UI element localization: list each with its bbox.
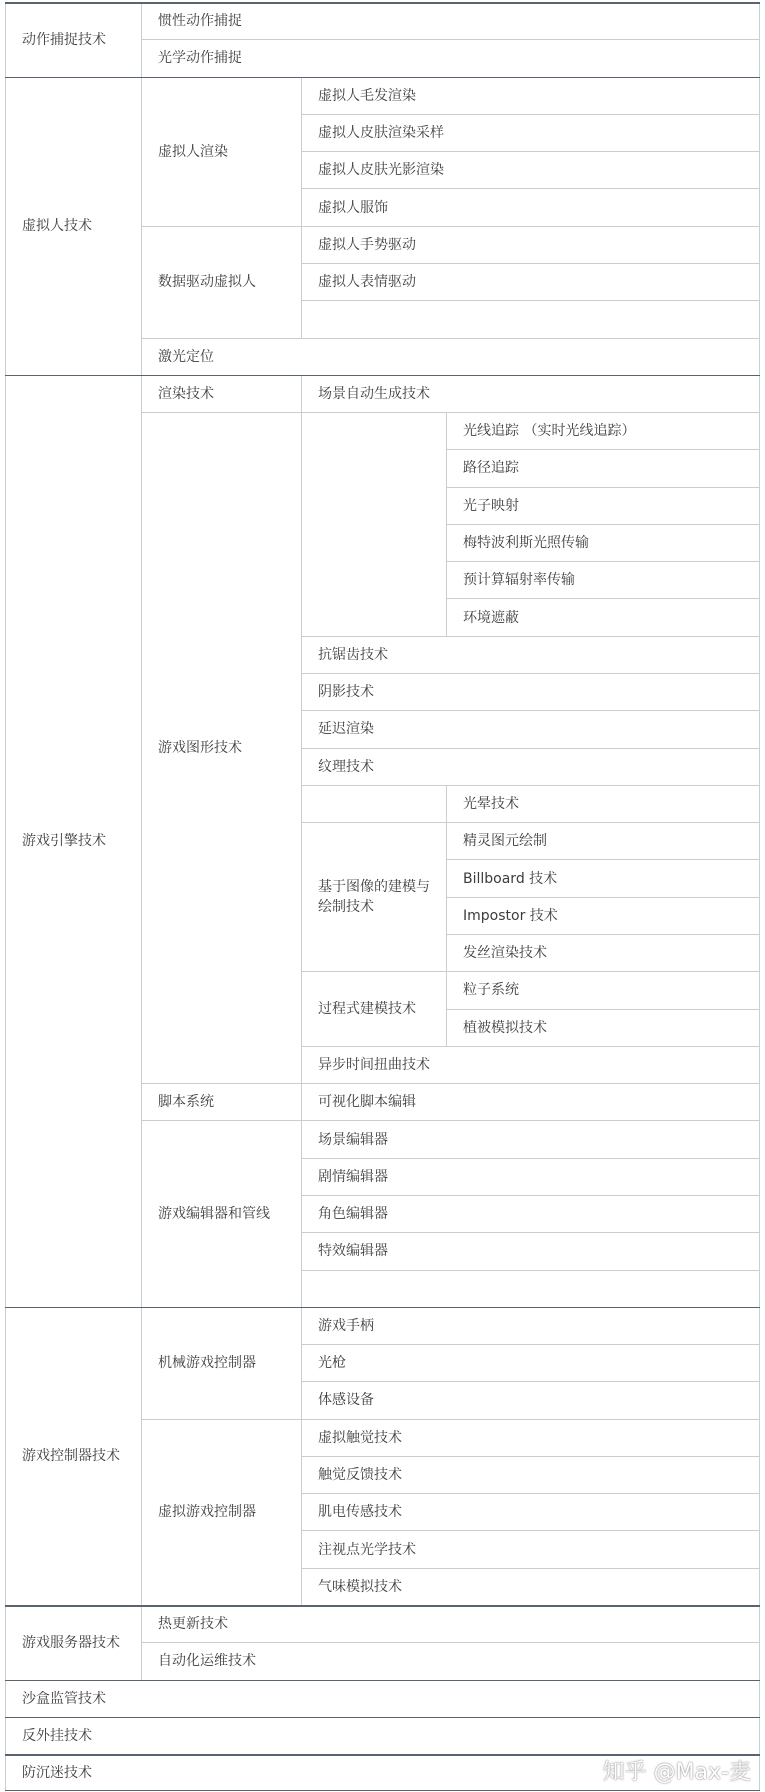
level2-cell: 游戏编辑器和管线	[141, 1120, 301, 1306]
group-separator	[5, 1790, 760, 1792]
group-separator	[5, 1680, 760, 1682]
group-separator	[5, 1307, 760, 1309]
group-separator	[5, 375, 760, 377]
level1-cell: 游戏服务器技术	[5, 1605, 141, 1680]
level4-cell: Billboard 技术	[446, 859, 760, 896]
empty-cell	[301, 412, 446, 636]
level4-cell: Impostor 技术	[446, 897, 760, 934]
level3-cell: 剧情编辑器	[301, 1158, 760, 1195]
level3-cell: 虚拟人皮肤光影渲染	[301, 151, 760, 188]
level3-cell: 异步时间扭曲技术	[301, 1046, 760, 1083]
level3-cell: 气味模拟技术	[301, 1568, 760, 1605]
level3-cell: 延迟渲染	[301, 710, 760, 747]
level1-cell: 游戏控制器技术	[5, 1307, 141, 1605]
level4-cell: 路径追踪	[446, 449, 760, 486]
level2-cell: 脚本系统	[141, 1083, 301, 1120]
level2-cell: 虚拟人渲染	[141, 77, 301, 226]
level3-cell: 阴影技术	[301, 673, 760, 710]
level1-cell: 防沉迷技术	[5, 1754, 760, 1791]
level3-cell: 虚拟人皮肤渲染采样	[301, 114, 760, 151]
level3-cell: 触觉反馈技术	[301, 1456, 760, 1493]
level1-cell: 反外挂技术	[5, 1717, 760, 1754]
group-separator	[5, 77, 760, 79]
level3-cell: 基于图像的建模与绘制技术	[301, 822, 446, 971]
level1-cell: 动作捕捉技术	[5, 2, 141, 77]
level4-cell: 梅特波利斯光照传输	[446, 524, 760, 561]
level4-cell: 植被模拟技术	[446, 1009, 760, 1046]
level4-cell: 发丝渲染技术	[446, 934, 760, 971]
group-separator	[5, 1605, 760, 1607]
level1-cell: 沙盒监管技术	[5, 1680, 760, 1717]
level4-cell: 光晕技术	[446, 785, 760, 822]
group-separator	[5, 2, 760, 4]
group-separator	[5, 1717, 760, 1719]
level3-cell: 肌电传感技术	[301, 1493, 760, 1530]
level2-cell: 激光定位	[141, 338, 760, 375]
level3-cell: 虚拟人手势驱动	[301, 226, 760, 263]
level3-cell: 角色编辑器	[301, 1195, 760, 1232]
empty-cell	[301, 1270, 760, 1307]
watermark: 知乎 @Max-麦	[602, 1760, 751, 1785]
level1-cell: 虚拟人技术	[5, 77, 141, 375]
level2-cell: 光学动作捕捉	[141, 39, 760, 76]
level2-cell: 数据驱动虚拟人	[141, 226, 301, 338]
level2-cell: 惯性动作捕捉	[141, 2, 760, 39]
level3-cell: 虚拟人服饰	[301, 188, 760, 225]
level4-cell: 光子映射	[446, 487, 760, 524]
level2-cell: 机械游戏控制器	[141, 1307, 301, 1419]
tech-tree-table	[5, 2, 760, 1792]
level3-cell: 可视化脚本编辑	[301, 1083, 760, 1120]
level3-cell: 注视点光学技术	[301, 1530, 760, 1567]
level4-cell: 精灵图元绘制	[446, 822, 760, 859]
empty-cell	[301, 785, 446, 822]
level3-cell: 抗锯齿技术	[301, 636, 760, 673]
level2-cell: 虚拟游戏控制器	[141, 1419, 301, 1605]
level3-cell: 游戏手柄	[301, 1307, 760, 1344]
empty-cell	[301, 300, 760, 337]
level3-cell: 特效编辑器	[301, 1232, 760, 1269]
level4-cell: 预计算辐射率传输	[446, 561, 760, 598]
level2-cell: 渲染技术	[141, 375, 301, 412]
level3-cell: 光枪	[301, 1344, 760, 1381]
level3-cell: 场景自动生成技术	[301, 375, 760, 412]
level3-cell: 虚拟人表情驱动	[301, 263, 760, 300]
level4-cell: 光线追踪 （实时光线追踪）	[446, 412, 760, 449]
level3-cell: 虚拟触觉技术	[301, 1419, 760, 1456]
level1-cell: 游戏引擎技术	[5, 375, 141, 1307]
level3-cell: 虚拟人毛发渲染	[301, 77, 760, 114]
level2-cell: 游戏图形技术	[141, 412, 301, 1083]
level3-cell: 纹理技术	[301, 748, 760, 785]
level2-cell: 自动化运维技术	[141, 1642, 760, 1679]
level4-cell: 环境遮蔽	[446, 598, 760, 635]
level3-cell: 过程式建模技术	[301, 971, 446, 1046]
level4-cell: 粒子系统	[446, 971, 760, 1008]
level2-cell: 热更新技术	[141, 1605, 760, 1642]
level3-cell: 场景编辑器	[301, 1120, 760, 1157]
level3-cell: 体感设备	[301, 1381, 760, 1418]
